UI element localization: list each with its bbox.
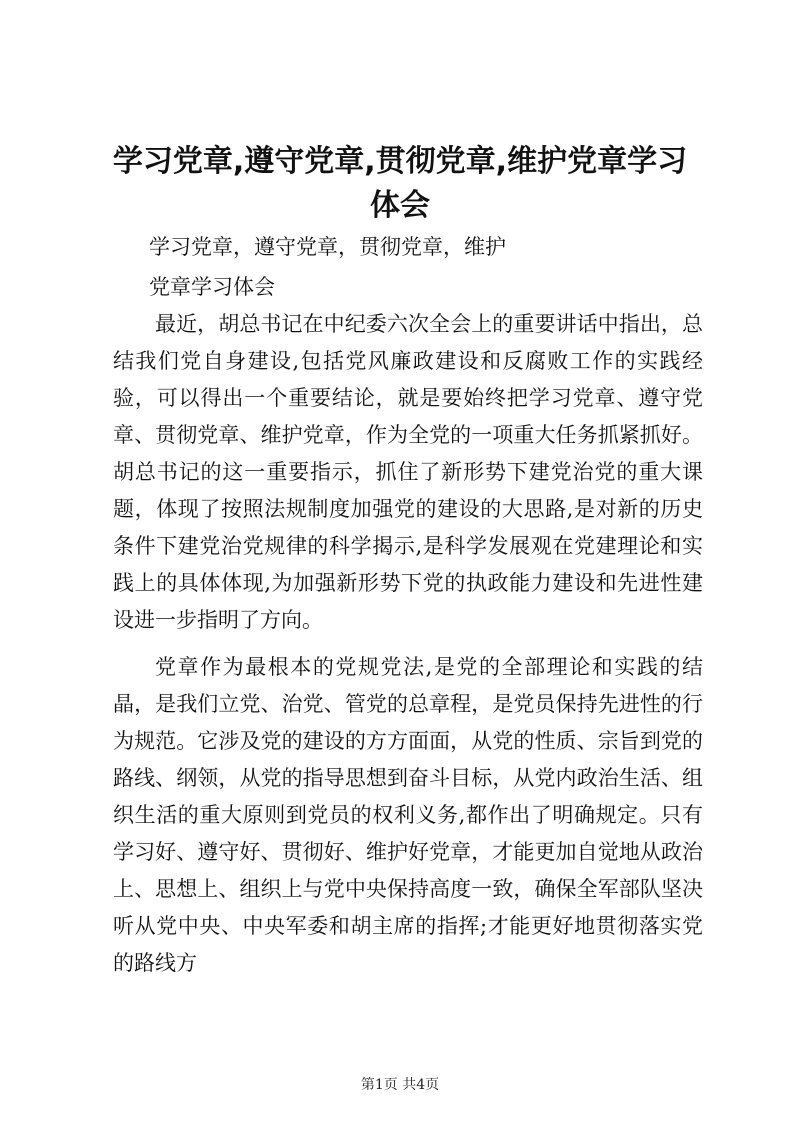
subtitle-line-1: 学习党章，遵守党章，贯彻党章，维护 xyxy=(149,235,506,259)
paragraph-1: 最近，胡总书记在中纪委六次全会上的重要讲话中指出，总结我们党自身建设,包括党风廉政建设和反腐败工作的实践经验，可以得出一个重要结论，就是要始终把学习党章、遵守党章、贯彻党章、维护党章，作为全党的一项重大任务抓紧抓好。胡总书记的这一重要指示，抓住了新形势下建党治党的重大课题，体现了按照法规制度加强党的建设的大思路,是对新的历史条件下建党治党规律的科学揭示,是科学发展观在党建理论和实践上的具体体现,为加强新形势下党的执政能力建设和先进性建设进一步指明了方向。 xyxy=(113,312,703,632)
title-line-2: 体会 xyxy=(370,188,430,223)
document-body xyxy=(113,228,703,982)
paragraph-2: 党章作为最根本的党规党法,是党的全部理论和实践的结晶，是我们立党、治党、管党的总章程，是党员保持先进性的行为规范。它涉及党的建设的方方面面，从党的性质、宗旨到党的路线、纲领，从党的指导思想到奋斗目标，从党内政治生活、组织生活的重大原则到党员的权利义务,都作出了明确规定。只有学习好、遵守好、贯彻好、维护好党章，才能更加自觉地从政治上、思想上、组织上与党中央保持高度一致，确保全军部队坚决听从党中央、中央军委和胡主席的指挥;才能更好地贯彻落实党的路线方 xyxy=(113,655,703,975)
document-title xyxy=(100,140,700,228)
page-number: 第1页 共4页 xyxy=(360,1077,440,1093)
subtitle-line-2: 党章学习体会 xyxy=(149,275,275,299)
title-line-1: 学习党章,遵守党章,贯彻党章,维护党章学习 xyxy=(112,144,688,179)
